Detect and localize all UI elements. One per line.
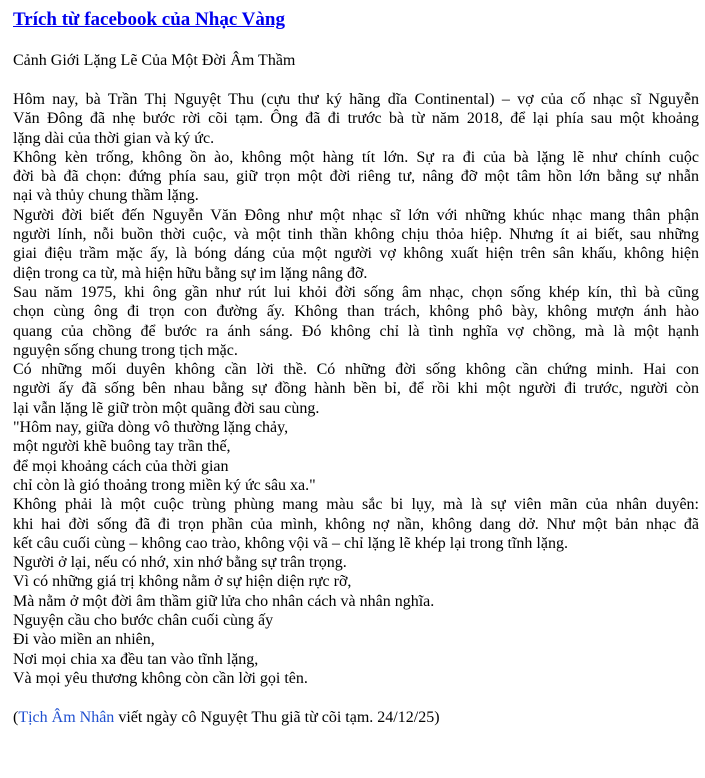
article-footer bbox=[13, 708, 705, 727]
body-line: lại vẫn lặng lẽ giữ tròn một quãng đời sau cùng. bbox=[13, 399, 320, 417]
body-line: Người ở lại, nếu có nhớ, xin nhớ bằng sự trân trọng. bbox=[13, 554, 347, 572]
body-line: một người khẽ buông tay trần thế, bbox=[13, 438, 231, 456]
body-line: khi hai đời sống đã đi trọn phần của mình, không nợ nần, không dang dở. Như một bản nhạc đã bbox=[13, 515, 699, 533]
body-line: Văn Đông đã nhẹ bước rời cõi tạm. Ông đã đi trước bà từ năm 2018, để lại phía sau một khoảng bbox=[13, 110, 699, 128]
body-line: Người đời biết đến Nguyễn Văn Đông như một nhạc sĩ lớn với những khúc nhạc mang thân phận bbox=[13, 206, 699, 224]
footer-open-paren: ( bbox=[13, 709, 19, 727]
body-line: Hôm nay, bà Trần Thị Nguyệt Thu (cựu thư ký hãng dĩa Continental) – vợ của cố nhạc sĩ Nguyễn bbox=[13, 91, 699, 108]
body-line: Không phải là một cuộc trùng phùng mang màu sắc bi lụy, mà là sự viên mãn của nhân duyên: bbox=[13, 496, 699, 514]
body-line: quang của chồng để bước ra ánh sáng. Đó không chỉ là tình nghĩa vợ chồng, mà là một hạnh bbox=[13, 322, 699, 340]
body-line: đời bà đã chọn: đứng phía sau, giữ trọn một đời riêng tư, nâng đỡ một tâm hồn lớn bằng sự nhẫn bbox=[13, 168, 699, 186]
body-line: Có những mối duyên không cần lời thề. Có những đời sống không cần chứng minh. Hai con bbox=[13, 361, 699, 379]
facebook-source-link[interactable]: Trích từ facebook của Nhạc Vàng bbox=[13, 9, 285, 30]
body-line: Đi vào miền an nhiên, bbox=[13, 631, 155, 649]
body-line: lặng dài của thời gian và ký ức. bbox=[13, 129, 215, 147]
body-line: Nơi mọi chia xa đều tan vào tĩnh lặng, bbox=[13, 650, 259, 668]
body-line: giai điệu trầm mặc ấy, là bóng dáng của một người vợ không xuất hiện trên sân khấu, không hiện bbox=[13, 245, 699, 263]
body-line: diện trong ca từ, mà hiện hữu bằng sự im lặng nâng đỡ. bbox=[13, 264, 368, 282]
body-line: chọn cùng ông đi trọn con đường ấy. Không than trách, không phô bày, không mượn ánh hào bbox=[13, 303, 699, 321]
article-body bbox=[13, 90, 699, 688]
body-line: "Hôm nay, giữa dòng vô thường lặng chảy, bbox=[13, 419, 289, 437]
body-line: nguyện sống chung trong tịch mặc. bbox=[13, 341, 238, 359]
body-line: chỉ còn là gió thoảng trong miền ký ức sâu xa." bbox=[13, 476, 316, 494]
body-line: kết câu cuối cùng – không cao trào, không vội vã – chỉ lặng lẽ khép lại trong tĩnh lặng. bbox=[13, 534, 568, 552]
body-line: nại và thủy chung thầm lặng. bbox=[13, 187, 199, 205]
body-line: Nguyện cầu cho bước chân cuối cùng ấy bbox=[13, 612, 274, 630]
body-line: Không kèn trống, không ồn ào, không một hàng tít lớn. Sự ra đi của bà lặng lẽ như chính cuộc bbox=[13, 148, 699, 166]
body-line: Sau năm 1975, khi ông gần như rút lui khỏi đời sống âm nhạc, chọn sống khép kín, thì bà cũng bbox=[13, 283, 699, 301]
author-link[interactable]: Tịch Âm Nhân bbox=[18, 709, 115, 727]
body-line: Mà nằm ở một đời âm thầm giữ lửa cho nhân cách và nhân nghĩa. bbox=[13, 592, 435, 610]
body-line: Vì có những giá trị không nằm ở sự hiện diện rực rỡ, bbox=[13, 573, 352, 591]
article-title: Cảnh Giới Lặng Lẽ Của Một Đời Âm Thầm bbox=[13, 52, 296, 69]
footer-date-note: viết ngày cô Nguyệt Thu giã từ cõi tạm. 24/12/25) bbox=[114, 709, 440, 727]
body-line: Và mọi yêu thương không còn cần lời gọi tên. bbox=[13, 669, 308, 687]
body-line: người lính, nỗi buồn thời cuộc, và một tinh thần không chịu thỏa hiệp. Nhưng ít ai biết, sau những bbox=[13, 226, 699, 244]
body-line: người ấy đã sống bên nhau bằng sự đồng hành bền bỉ, để rồi khi một người đi trước, người còn bbox=[13, 380, 699, 398]
body-line: để mọi khoảng cách của thời gian bbox=[13, 457, 229, 475]
